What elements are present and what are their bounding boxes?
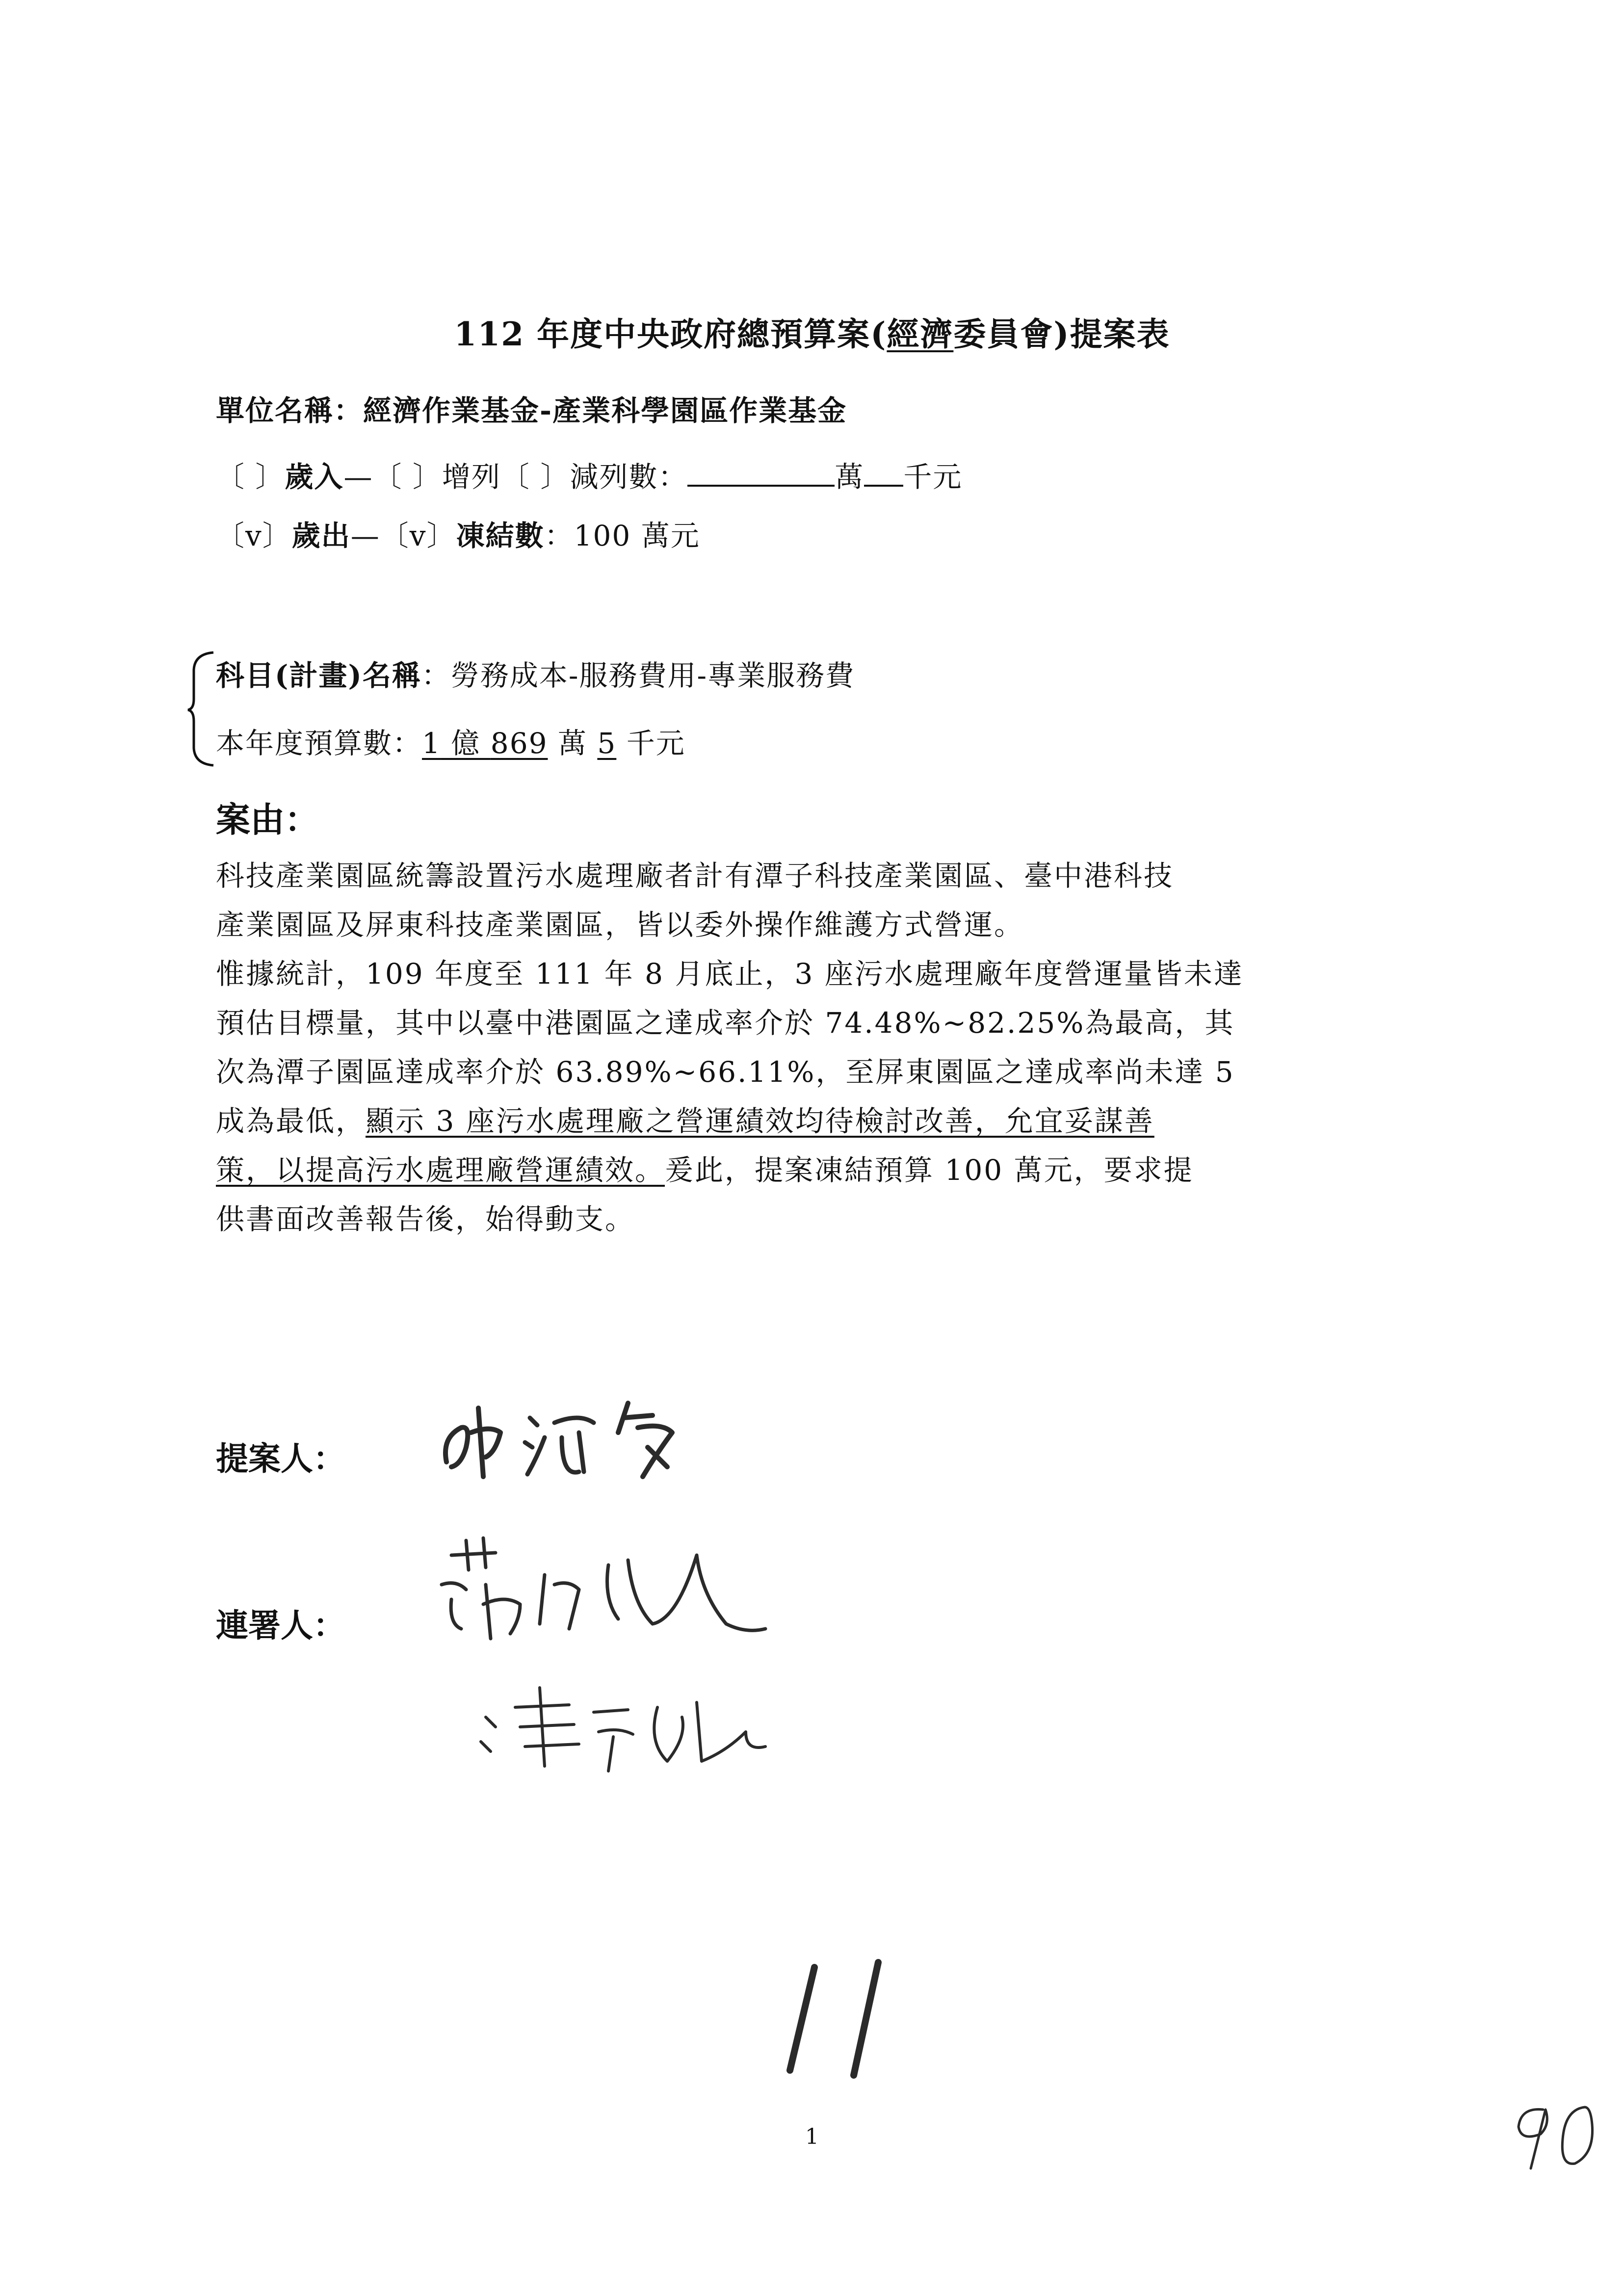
subject-label: 科目(計畫)名稱 xyxy=(216,659,421,692)
reason-line: 產業園區及屏東科技產業園區，皆以委外操作維護方式營運。 xyxy=(216,908,1024,941)
cosigner-label: 連署人： xyxy=(216,1606,345,1644)
reason-line: 惟據統計，109 年度至 111 年 8 月底止，3 座污水處理廠年度營運量皆未達 xyxy=(216,957,1244,991)
handwritten-mark xyxy=(765,1957,903,2085)
reason-line xyxy=(216,1096,1244,1146)
expenditure-label: 歲出 xyxy=(291,519,351,552)
subject-row xyxy=(216,652,855,694)
reason-line-7-underlined: 策，以提高污水處理廠營運績效。 xyxy=(216,1153,665,1187)
decrease-check: 〔 〕 xyxy=(500,460,570,494)
budget-qian-number: 5 xyxy=(597,727,617,760)
handwritten-page-number xyxy=(1496,2095,1609,2178)
expenditure-row xyxy=(216,513,700,554)
wan-blank xyxy=(687,459,835,487)
budget-yi-unit: 億 xyxy=(441,727,491,760)
freeze-check: 〔v〕 xyxy=(380,519,456,552)
qian-unit: 千元 xyxy=(903,460,963,494)
freeze-label: 凍結數 xyxy=(456,519,545,552)
decrease-label: 減列數： xyxy=(570,460,688,494)
reason-heading: 案由： xyxy=(216,799,319,840)
increase-label: 增列 xyxy=(442,460,501,494)
bracket-mark xyxy=(184,650,218,768)
freeze-colon: ： xyxy=(544,519,574,552)
title-underlined: 經濟 xyxy=(887,315,954,353)
reason-body xyxy=(216,851,1244,1244)
budget-row xyxy=(216,720,685,761)
title-after: 委員會)提案表 xyxy=(953,315,1170,353)
page-number: 1 xyxy=(805,2124,819,2149)
reason-line-6-underlined: 顯示 3 座污水處理廠之營運績效均待檢討改善，允宜妥謀善 xyxy=(366,1104,1154,1138)
unit-label: 單位名稱： xyxy=(216,394,364,427)
budget-yi-number: 1 xyxy=(422,727,441,760)
wan-unit: 萬 xyxy=(835,460,864,494)
revenue-check: 〔 〕 xyxy=(216,460,285,494)
increase-check: 〔 〕 xyxy=(373,460,442,494)
reason-line xyxy=(216,1146,1244,1195)
expenditure-dash: — xyxy=(350,519,380,552)
cosigner-signature-2 xyxy=(471,1678,785,1776)
freeze-amount: 100 萬元 xyxy=(574,519,700,552)
reason-line-7-end: 爰此，提案凍結預算 100 萬元，要求提 xyxy=(665,1153,1194,1187)
unit-value: 經濟作業基金-產業科學園區作業基金 xyxy=(363,394,847,427)
budget-wan-unit: 萬 xyxy=(548,727,598,760)
document-title xyxy=(0,308,1624,355)
cosigner-signature-1 xyxy=(422,1526,795,1653)
reason-line: 供書面改善報告後，始得動支。 xyxy=(216,1202,635,1236)
budget-wan-number: 869 xyxy=(490,727,548,760)
budget-label: 本年度預算數： xyxy=(216,727,422,760)
expenditure-check: 〔v〕 xyxy=(216,519,292,552)
revenue-row xyxy=(216,454,962,495)
revenue-dash: — xyxy=(343,460,373,494)
unit-name-row xyxy=(216,388,847,429)
qian-blank xyxy=(864,459,903,487)
proposer-signature xyxy=(432,1379,726,1491)
title-before: 112 年度中央政府總預算案( xyxy=(454,315,887,353)
subject-colon: ： xyxy=(421,659,451,692)
reason-line: 次為潭子園區達成率介於 63.89%~66.11%，至屏東園區之達成率尚未達 5 xyxy=(216,1055,1235,1089)
budget-qian-unit: 千元 xyxy=(616,727,685,760)
reason-line: 預估目標量，其中以臺中港園區之達成率介於 74.48%~82.25%為最高，其 xyxy=(216,1006,1235,1040)
proposer-label: 提案人： xyxy=(216,1439,345,1478)
reason-line-6-start: 成為最低， xyxy=(216,1104,366,1138)
subject-value: 勞務成本-服務費用-專業服務費 xyxy=(450,659,855,692)
revenue-label: 歲入 xyxy=(285,460,344,494)
reason-line: 科技產業園區統籌設置污水處理廠者計有潭子科技產業園區、臺中港科技 xyxy=(216,859,1174,892)
